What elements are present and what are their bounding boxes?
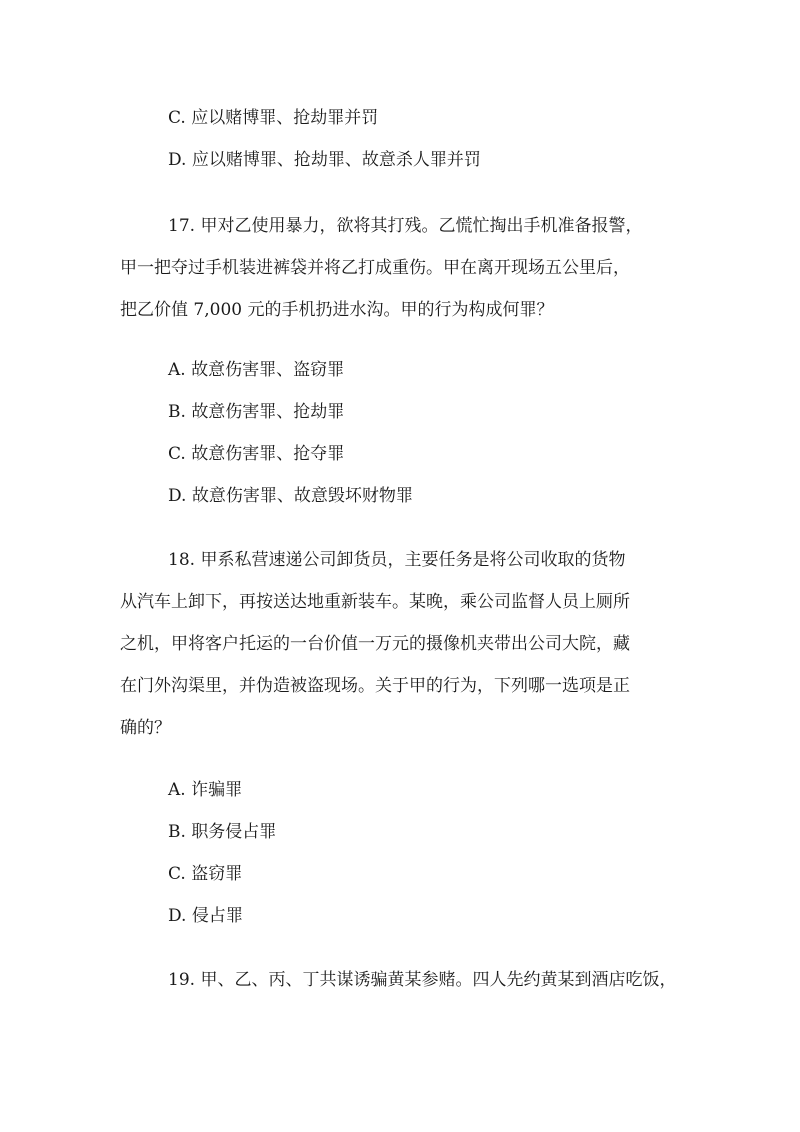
option-d bbox=[168, 150, 481, 170]
option-text: 诈骗罪 bbox=[191, 780, 243, 800]
q17-option-b bbox=[168, 402, 344, 422]
q18-option-d bbox=[168, 906, 243, 926]
question-18-line-4: 在门外沟渠里，并伪造被盗现场。关于甲的行为，下列哪一选项是正 bbox=[120, 676, 630, 696]
q17-option-c bbox=[168, 444, 344, 464]
option-text: 侵占罪 bbox=[191, 906, 243, 926]
option-text: 故意伤害罪、抢劫罪 bbox=[191, 402, 345, 422]
question-18-line-3: 之机，甲将客户托运的一台价值一万元的摄像机夹带出公司大院，藏 bbox=[120, 634, 630, 654]
option-text: 故意伤害罪、故意毁坏财物罪 bbox=[191, 486, 413, 506]
q18-option-b bbox=[168, 822, 276, 842]
q17-option-d bbox=[168, 486, 413, 506]
option-label: A. bbox=[168, 780, 186, 800]
question-18-line-2: 从汽车上卸下，再按送达地重新装车。某晚，乘公司监督人员上厕所 bbox=[120, 592, 630, 612]
q18-option-c bbox=[168, 864, 242, 884]
option-label: C. bbox=[168, 864, 186, 884]
option-label: D. bbox=[168, 486, 187, 506]
option-text: 应以赌博罪、抢劫罪、故意杀人罪并罚 bbox=[191, 150, 481, 170]
question-17-line-1: 17. 甲对乙使用暴力，欲将其打残。乙慌忙掏出手机准备报警， bbox=[168, 216, 643, 236]
option-text: 故意伤害罪、抢夺罪 bbox=[191, 444, 345, 464]
option-c bbox=[168, 108, 378, 128]
question-18-line-5: 确的？ bbox=[120, 718, 171, 738]
question-17-line-2: 甲一把夺过手机装进裤袋并将乙打成重伤。甲在离开现场五公里后， bbox=[120, 258, 630, 278]
question-19-line-1: 19. 甲、乙、丙、丁共谋诱骗黄某参赌。四人先约黄某到酒店吃饭， bbox=[168, 970, 677, 990]
option-text: 盗窃罪 bbox=[191, 864, 243, 884]
option-label: C. bbox=[168, 108, 186, 128]
q17-option-a bbox=[168, 360, 344, 380]
option-text: 故意伤害罪、盗窃罪 bbox=[191, 360, 345, 380]
option-text: 职务侵占罪 bbox=[191, 822, 277, 842]
option-label: B. bbox=[168, 402, 186, 422]
option-text: 应以赌博罪、抢劫罪并罚 bbox=[191, 108, 379, 128]
option-label: D. bbox=[168, 150, 187, 170]
option-label: A. bbox=[168, 360, 186, 380]
question-18-line-1: 18. 甲系私营速递公司卸货员，主要任务是将公司收取的货物 bbox=[168, 550, 626, 570]
question-17-line-3: 把乙价值 7,000 元的手机扔进水沟。甲的行为构成何罪？ bbox=[120, 300, 554, 320]
option-label: B. bbox=[168, 822, 186, 842]
option-label: C. bbox=[168, 444, 186, 464]
option-label: D. bbox=[168, 906, 187, 926]
q18-option-a bbox=[168, 780, 242, 800]
